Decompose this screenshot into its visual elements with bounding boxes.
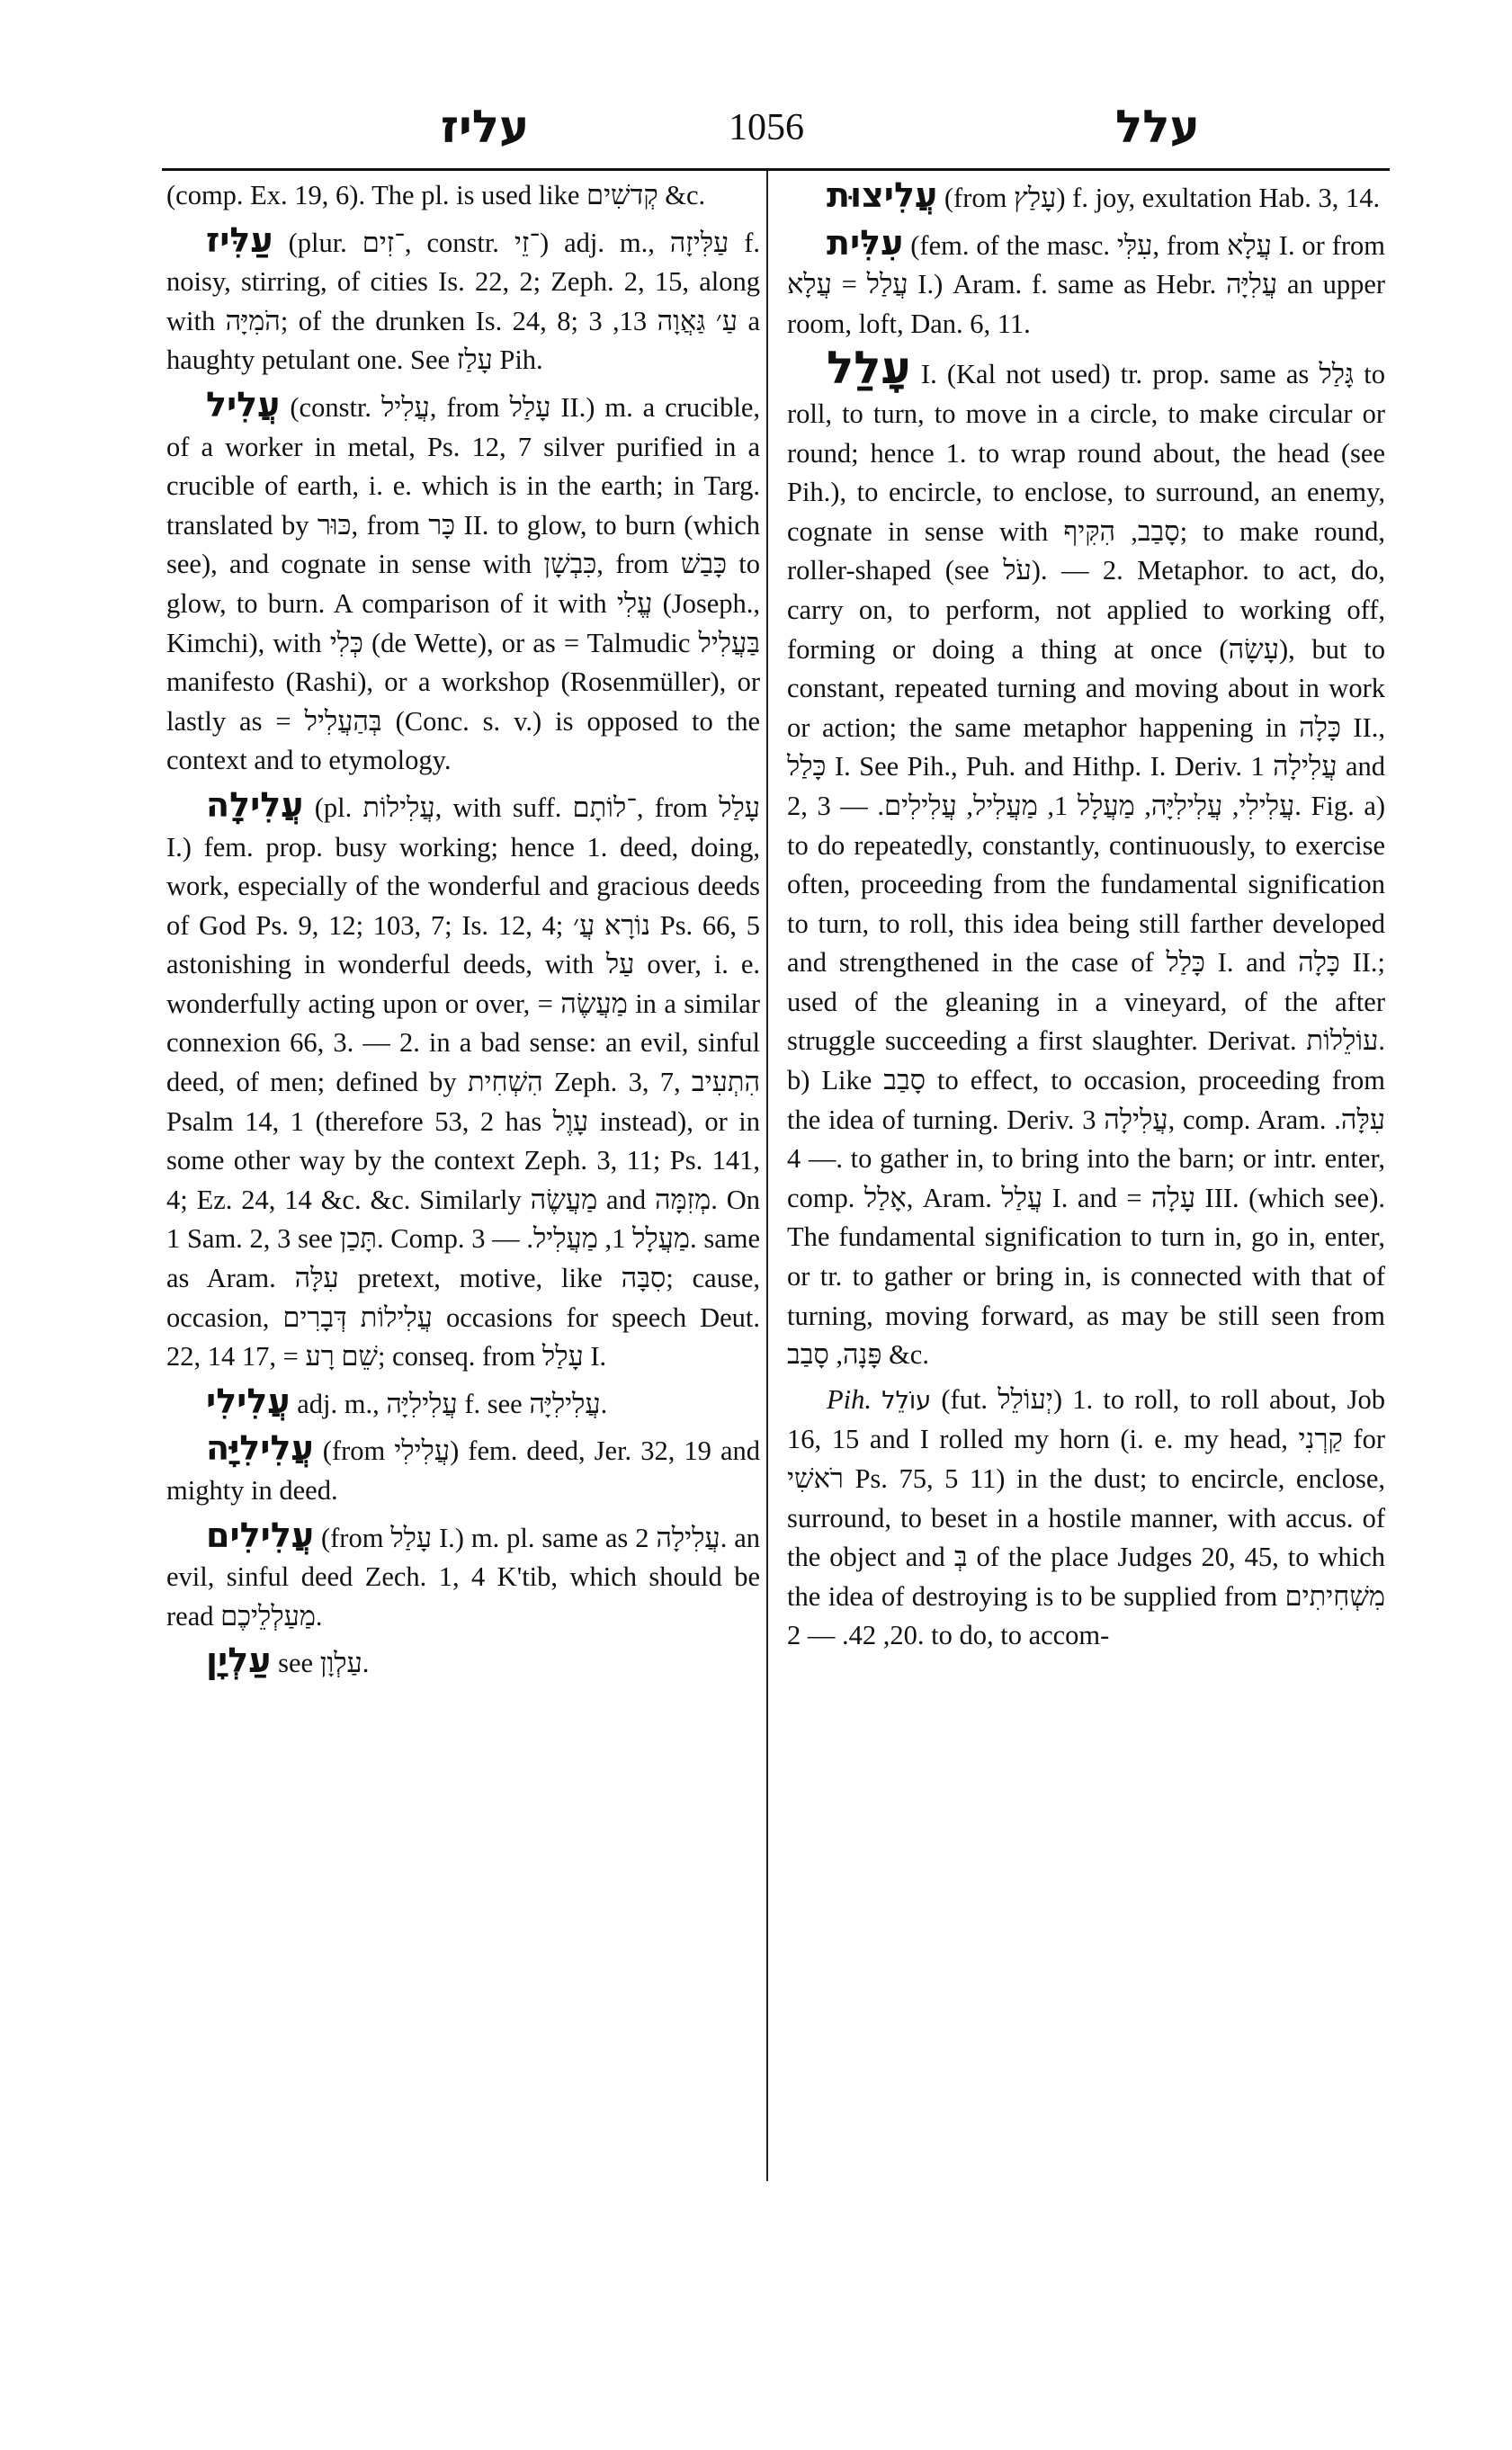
headword: עָלַל bbox=[827, 342, 911, 395]
entry-aliz bbox=[166, 221, 760, 380]
column-divider bbox=[766, 171, 768, 2181]
headword: עֲלִיל bbox=[206, 384, 281, 425]
entry-alal bbox=[787, 342, 1386, 1374]
entry-alitsut bbox=[787, 176, 1385, 219]
right-column bbox=[787, 176, 1385, 1661]
entry-alyon bbox=[166, 1641, 760, 1684]
running-head-last-word: עלל bbox=[1115, 101, 1200, 153]
entry-continuation bbox=[166, 176, 760, 216]
running-head bbox=[162, 101, 1385, 164]
entry-aliliyah bbox=[166, 1429, 760, 1510]
headword: עוֹלֵל bbox=[881, 1386, 932, 1415]
headword: עַלִּיז bbox=[206, 219, 273, 260]
entry-alil bbox=[166, 386, 760, 781]
entry-alilah bbox=[166, 786, 760, 1377]
entry-text: I. (Kal not used) tr. prop. same as גָּלַל to roll, to turn, to move in a circle, to make circular or round; hence 1. to wrap round about, the head (see Pih.), to encircle, to enclose, to surround, an enemy, cognate in sense with סָבַב, הִקִּיף; to make round, roller-shaped (see עֹל). — 2. Metaphor. to act, do, carry on, to perform, not applied to working off, forming or doing a thing at once (עָשָׂה), but to constant, repeated turning and moving about in work or action; the same metaphor happening in כָּלָה II., כָּלַל I. See Pih., Puh. and Hithp. I. Deriv. עֲלִילָה 1 and 2, עֲלִילִי, עֲלִילִיָּה, מַעֲלָל 1, מַעֲלִיל, עֲלִילִים. — 3. Fig. a) to do repeatedly, constantly, continuously, to exercise often, proceeding from the fundamental signification to turn, to roll, this idea being still farther developed and strengthened in the case of כָּלַל I. and כָּלָה II.; used of the gleaning in a vineyard, of the after struggle succeeding a first slaughter. Derivat. עוֹלֵלוֹת. b) Like סָבַב to effect, to occasion, proceeding from the idea of turning. Deriv. עֲלִילָה 3, comp. Aram. עִלָּה. — 4. to gather in, to bring into the barn; or intr. enter, comp. אָלַל, Aram. עֲלַל I. and = עָלָה III. (which see). The fundamental signification to turn in, go in, enter, or tr. to gather or bring in, is connected with that of turning, moving forward, as may be still seen from פָּנָה, סָבַב &c. bbox=[787, 359, 1386, 1371]
entry-text: (fut. יְעוֹלֵל) 1. to roll, to roll about, Job 16, 15 and I rolled my horn (i. e. my head, קַרְנִי for רֹאשִׁי Ps. 75, 5 11) in the dust; to encircle, enclose, surround, to beset in a hostile manner, with accus. of the object and בְּ of the place Judges 20, 45, to which the idea of destroying is to be supplied from מִשְׁחִיתִים 20, 42. — 2. to do, to accom- bbox=[787, 1383, 1386, 1651]
entry-text: adj. m., עֲלִילִיָּה f. see עֲלִילִיָּה. bbox=[297, 1388, 608, 1419]
page-number: 1056 bbox=[729, 107, 804, 148]
entry-text: (from עָלַל I.) m. pl. same as עֲלִילָה 2. an evil, sinful deed Zech. 1, 4 K'tib, which should be read מַעַלְלֵיכֶם. bbox=[166, 1522, 760, 1632]
stem-label: Pih. bbox=[827, 1383, 872, 1415]
entry-text: (plur. ־זִים, constr. ־זֵי) adj. m., עַלִּיזָה f. noisy, stirring, of cities Is. 22, 2; Zeph. 2, 15, along with הֹמִיָּה; of the drunken Is. 24, 8; עַ׳ גַּאֲוָה 13, 3 a haughty petulant one. See עָלַז Pih. bbox=[166, 227, 760, 376]
headword: עִלִּית bbox=[827, 222, 904, 263]
entry-text: (pl. עֲלִילוֹת, with suff. ־לוֹתָם, from עָלַל I.) fem. prop. busy working; hence 1. deed, doing, work, especially of the wonderful and gracious deeds of God Ps. 9, 12; 103, 7; Is. 12, 4; נוֹרָא עֲ׳ Ps. 66, 5 astonishing in wonderful deeds, with עַל over, i. e. wonderfully acting upon or over, = מַעֲשֶׂה in a similar connexion 66, 3. — 2. in a bad sense: an evil, sinful deed, of men; defined by הִשְׁחִית Zeph. 3, 7, הִתְעִיב Psalm 14, 1 (therefore 53, 2 has עָוֶל instead), or in some other way by the context Zeph. 3, 11; Ps. 141, 4; Ez. 24, 14 &c. &c. Similarly מַעֲשֶׂה and מְזִמָּה. On 1 Sam. 2, 3 see תָּכַן. Comp. מַעֲלָל 1, מַעֲלִיל. — 3. same as Aram. עִלָּה pretext, motive, like סִבָּה; cause, occasion, עֲלִילוֹת דְּבָרִים occasions for speech Deut. 22, 14 17, = שֵׁם רָע; conseq. from עָלַל I. bbox=[166, 791, 760, 1373]
entry-alili bbox=[166, 1382, 760, 1425]
headword: עַלְיָן bbox=[206, 1641, 272, 1681]
headword: עֲלִיצוּת bbox=[827, 175, 938, 215]
running-head-first-word: עליז bbox=[441, 101, 530, 153]
headword: עֲלִילִים bbox=[206, 1515, 315, 1555]
entry-text: (from עָלַץ) f. joy, exultation Hab. 3, 14. bbox=[944, 183, 1381, 213]
entry-text: (constr. עֲלִיל, from עָלַל II.) m. a crucible, of a worker in metal, Ps. 12, 7 silver purified in a crucible of earth, i. e. which is in the earth; in Targ. translated by כּוּר, from כָּר II. to glow, to burn (which see), and cognate in sense with כִּבְשָׁן, from כָּבַשׁ to glow, to burn. A comparison of it with עֱלִי (Joseph., Kimchi), with כְּלִי (de Wette), or as = Talmudic בַּעֲלִיל manifesto (Rashi), or a workshop (Rosenmüller), or lastly as = בְּהַעֲלִיל (Conc. s. v.) is opposed to the context and to etymology. bbox=[166, 391, 761, 776]
entry-text: (fem. of the masc. עִלִּי, from עֲלָא I. or from עֲלַל = עֲלָא I.) Aram. f. same as Hebr. עֲלִיָּה an upper room, loft, Dan. 6, 11. bbox=[787, 229, 1386, 339]
entry-alal-piel bbox=[787, 1381, 1385, 1656]
entry-illit bbox=[787, 224, 1385, 344]
header-rule bbox=[162, 168, 1390, 171]
entry-text: (comp. Ex. 19, 6). The pl. is used like קְדשִׁים &c. bbox=[166, 180, 706, 210]
entry-text: see עַלְוָן. bbox=[278, 1648, 370, 1679]
left-column bbox=[166, 176, 760, 1689]
headword: עֲלִילִיָּה bbox=[206, 1428, 314, 1469]
headword: עֲלִילִי bbox=[206, 1381, 291, 1421]
headword: עֲלִילָה bbox=[206, 784, 304, 825]
entry-alilim bbox=[166, 1516, 760, 1637]
entry-text: (from עֲלִילִי) fem. deed, Jer. 32, 19 and mighty in deed. bbox=[166, 1435, 761, 1506]
